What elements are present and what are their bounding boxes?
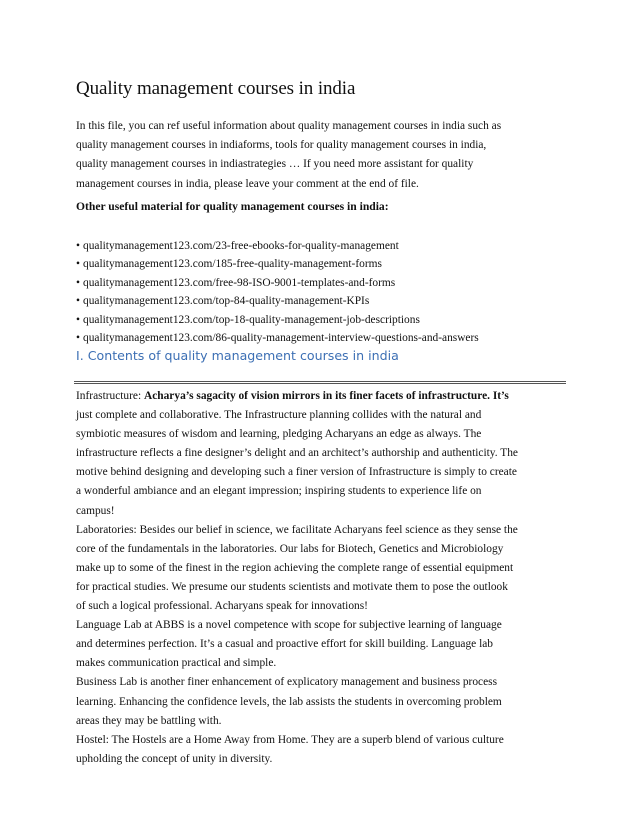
section-heading: I. Contents of quality management courses in india [76, 348, 399, 363]
body-line: core of the fundamentals in the laboratories. Our labs for Biotech, Genetics and Microbiology [76, 542, 504, 555]
body-line: motive behind designing and developing such a finer version of Infrastructure is simply to create [76, 466, 517, 479]
intro-line: management courses in india, please leave your comment at the end of file. [76, 177, 419, 190]
body-line: makes communication practical and simple. [76, 657, 277, 670]
body-line: infrastructure reflects a fine designer’s delight and an architect’s authorship and authenticity. The [76, 447, 518, 460]
body-line: a wonderful ambiance and an elegant impression; inspiring students to experience life on [76, 485, 482, 498]
resource-link[interactable]: qualitymanagement123.com/23-free-ebooks-for-quality-management [83, 240, 399, 252]
body-line: areas they may be battling with. [76, 714, 222, 727]
body-line: just complete and collaborative. The Infrastructure planning collides with the natural and [76, 409, 482, 422]
list-item[interactable] [76, 237, 479, 255]
body-line: and determines perfection. It’s a casual and proactive effort for skill building. Language lab [76, 638, 493, 651]
bullet-icon: • [76, 313, 80, 326]
body-line: make up to some of the finest in the region achieving the complete range of essential equipment [76, 561, 514, 574]
section-divider [74, 381, 566, 384]
resource-link[interactable]: qualitymanagement123.com/86-quality-management-interview-questions-and-answers [83, 332, 479, 345]
page-title: Quality management courses in india [76, 78, 356, 99]
list-item[interactable] [76, 292, 479, 310]
body-line: symbiotic measures of wisdom and learning, pledging Acharyans an edge as always. The [76, 428, 482, 441]
list-item[interactable] [76, 255, 479, 273]
body-line: of such a logical professional. Acharyans speak for innovations! [76, 600, 368, 613]
infrastructure-label: Infrastructure: [76, 390, 144, 402]
bullet-icon: • [76, 295, 80, 308]
body-line: Hostel: The Hostels are a Home Away from Home. They are a superb blend of various culture [76, 733, 504, 746]
body-line: Laboratories: Besides our belief in science, we facilitate Acharyans feel science as they sense the [76, 523, 518, 536]
list-item[interactable] [76, 311, 479, 329]
body-line: campus! [76, 504, 115, 517]
bullet-icon: • [76, 240, 80, 252]
infrastructure-bold-text: Acharya’s sagacity of vision mirrors in its finer facets of infrastructure. It’s [144, 390, 509, 402]
body-line [76, 387, 576, 406]
intro-line: quality management courses in indiastrategies … If you need more assistant for quality [76, 158, 474, 171]
list-item[interactable] [76, 329, 479, 347]
list-item[interactable] [76, 274, 479, 292]
bullet-icon: • [76, 258, 80, 271]
intro-line: In this file, you can ref useful information about quality management courses in india such as [76, 120, 502, 132]
body-line: learning. Enhancing the confidence levels, the lab assists the students in overcoming problem [76, 695, 502, 708]
body-line: Business Lab is another finer enhancement of explicatory management and business process [76, 676, 498, 689]
resource-link[interactable]: qualitymanagement123.com/top-84-quality-management-KPIs [83, 295, 370, 308]
body-line: for practical studies. We presume our students scientists and motivate them to pose the outlook [76, 580, 508, 593]
body-line: Language Lab at ABBS is a novel competence with scope for subjective learning of language [76, 619, 502, 632]
resource-link[interactable]: qualitymanagement123.com/185-free-quality-management-forms [83, 258, 382, 271]
resource-link[interactable]: qualitymanagement123.com/free-98-ISO-9001-templates-and-forms [83, 276, 396, 289]
resource-link[interactable]: qualitymanagement123.com/top-18-quality-management-job-descriptions [83, 313, 420, 326]
other-material-heading: Other useful material for quality management courses in india: [76, 200, 389, 213]
body-line: upholding the concept of unity in diversity. [76, 752, 273, 765]
resource-link-list [76, 237, 479, 347]
section-body [76, 387, 576, 769]
intro-line: quality management courses in indiaforms, tools for quality management courses in india, [76, 139, 487, 152]
bullet-icon: • [76, 332, 80, 345]
bullet-icon: • [76, 276, 80, 289]
intro-paragraph [76, 117, 576, 194]
